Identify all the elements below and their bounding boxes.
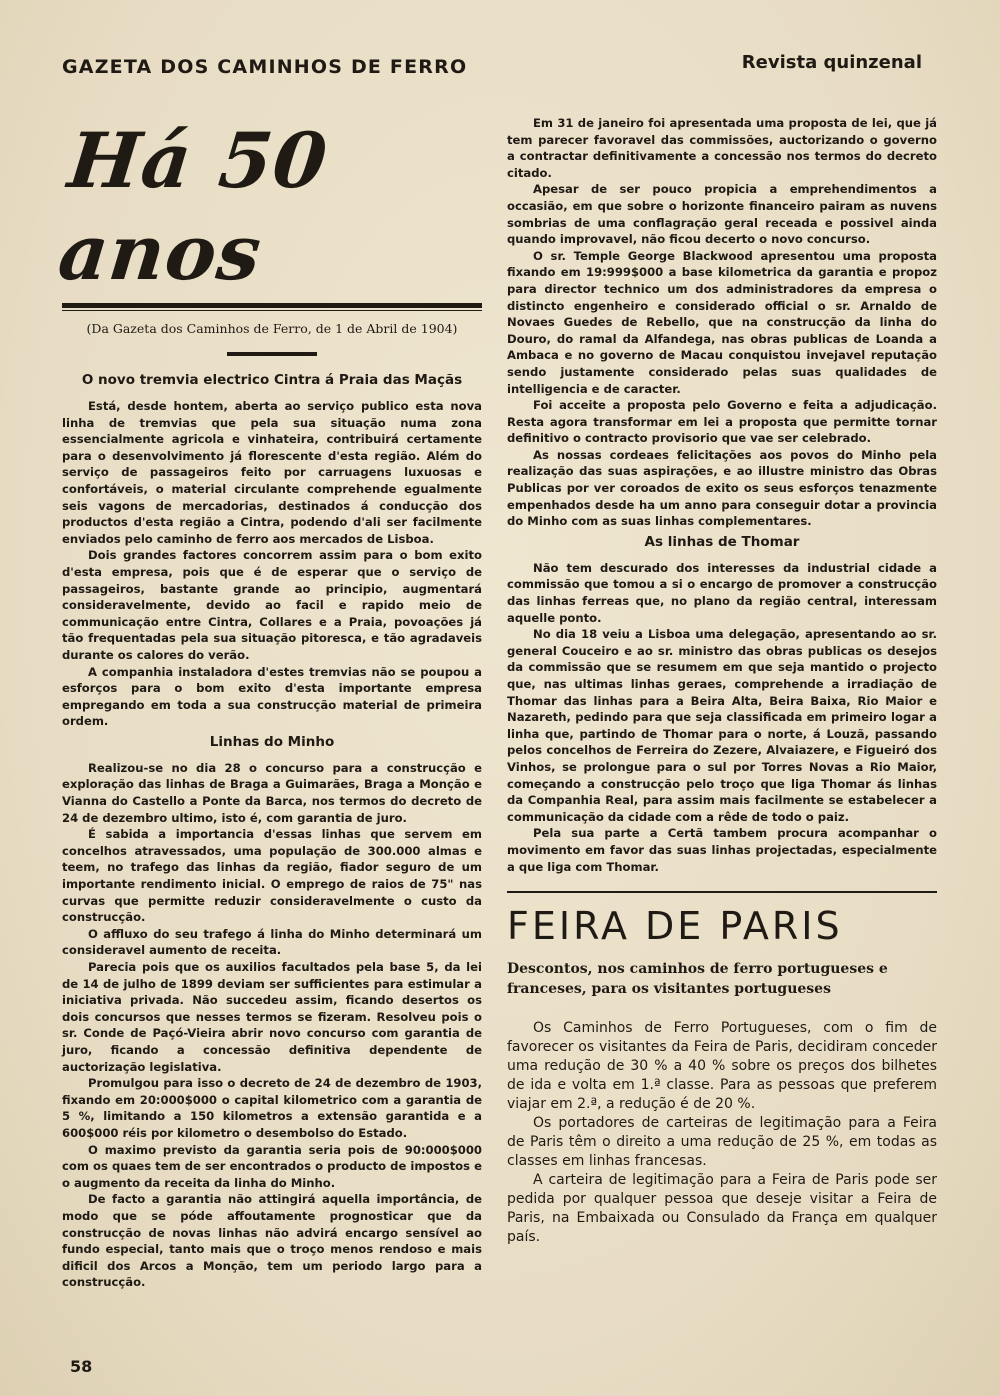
paragraph: Promulgou para isso o decreto de 24 de dezembro de 1903, fixando em 20:000$000 o capital kilometrico com a garantia de 5 %, limitando a 150 kilometros a extensão garantida e a 600$000 réis por kilometro o desembolso do Estado. (62, 1076, 482, 1140)
article-title: Há 50 anos (54, 116, 332, 297)
feira-title: FEIRA DE PARIS (507, 904, 843, 949)
paragraph: No dia 18 veiu a Lisboa uma delegação, apresentando ao sr. general Couceiro e ao sr. ministro das obras publicas os desejos da commissão que se resumem em que seja mantido o projecto que, nas ultimas linhas geraes, comprehende a irradiação de Thomar das linhas para a Beira Alta, Beira Baixa, Rio Maior e Nazareth, pedindo para que seja classificada em primeiro logar a linha que, partindo de Thomar para o norte, á Louzã, passando pelos concelhos de Ferreira do Zezere, Alvaiazere, e Figueiró dos Vinhos, se prolongue para o sul por Torres Novas a Rio Maior, começando a construcção pelo troço que liga Thomar ás linhas da Companhia Real, para assim mais facilmente se estabelecer a communicação da cidade com a rêde de todo o paiz. (507, 627, 937, 824)
feira-paragraph: Os Caminhos de Ferro Portugueses, com o fim de favorecer os visitantes da Feira de Paris, decidiram conceder uma redução de 30 % a 40 % sobre os preços dos bilhetes de ida e volta em 1.ª classe. Para as pessoas que preferem viajar em 2.ª, a redução é de 20 %. (507, 1020, 937, 1113)
section-title-minho: Linhas do Minho (209, 733, 335, 750)
paragraph: As nossas cordeaes felicitações aos povos do Minho pela realização das suas aspirações, e ao illustre ministro das Obras Publicas por ver coroados de exito os seus esforços tenazmente empenhados desde ha um anno para conseguir dotar a provincia do Minho com as suas linhas complementares. (507, 447, 937, 529)
paragraph: De facto a garantia não attingirá aquella importância, de modo que se póde affoutamente prognosticar que da construcção de novas linhas não advirá encargo sensível ao fundo especial, tanto mais que o troço menos rendoso e mais dificil dos Arcos a Monção, tem um periodo largo para a construcção. (62, 1192, 482, 1290)
paragraph: Foi acceite a proposta pelo Governo e feita a adjudicação. Resta agora transformar em lei a proposta que permitte tornar definitivo o contracto provisorio que vae ser celebrado. (507, 398, 937, 446)
section-title-thomar: As linhas de Thomar (644, 533, 800, 550)
paragraph: Apesar de ser pouco propicia a emprehendimentos a occasião, em que sobre o horizonte financeiro pairam as nuvens sombrias de uma conflagração geral receada e possivel ainda quando improvavel, não ficou decerto o novo concurso. (507, 182, 937, 247)
page-number: 58 (70, 1357, 93, 1376)
paragraph: O maximo previsto da garantia seria pois de 90:000$000 com os quaes tem de ser encontrados o producto de impostos e o augmento da receita da linha do Minho. (62, 1142, 482, 1190)
title-rule-thick (62, 303, 482, 308)
paragraph: Em 31 de janeiro foi apresentada uma proposta de lei, que já tem parecer favoravel das commissões, auctorizando o governo a contractar definitivamente a concessão nos termos do decreto citado. (507, 116, 937, 180)
title-rule-thin (62, 310, 482, 311)
feira-paragraph: Os portadores de carteiras de legitimação para a Feira de Paris têm o direito a uma redução de 25 %, em todas as classes em linhas francesas. (507, 1115, 937, 1170)
left-column (54, 115, 482, 1291)
section-title-tremvia: O novo tremvia electrico Cintra á Praia das Maçãs (81, 372, 463, 388)
source-citation: (Da Gazeta dos Caminhos de Ferro, de 1 de Abril de 1904) (86, 321, 458, 336)
paragraph: A companhia instaladora d'estes tremvias não se poupou a esforços para o bom exito d'esta importante empresa empregando em toda a sua construcção material de primeira ordem. (62, 664, 482, 729)
right-column (507, 115, 937, 1247)
paragraph: Não tem descurado dos interesses da industrial cidade a commissão que tomou a si o encargo de promover a construcção das linhas ferreas que, no plano da região central, interessam aquelle ponto. (507, 560, 937, 625)
section-divider (227, 352, 317, 356)
feira-paragraph: A carteira de legitimação para a Feira de Paris pode ser pedida por qualquer pessoa que deseje visitar a Feira de Paris, na Embaixada ou Consulado da França em qualquer país. (507, 1172, 937, 1246)
paragraph: O sr. Temple George Blackwood apresentou uma proposta fixando em 19:999$000 a base kilometrica da garantia e propoz para director technico um dos administradores da empresa o distincto engenheiro e considerado official o sr. Arnaldo de Novaes Guedes de Rebello, que na construcção da linha do Douro, do ramal da Alfandega, nas obras publicas de Loanda a Ambaca e no governo de Macau conquistou invejavel reputação sendo justamente considerado pelas suas qualidades de intelligencia e de caracter. (507, 248, 937, 396)
paragraph: Está, desde hontem, aberta ao serviço publico esta nova linha de tremvias que pela sua situação numa zona essencialmente agricola e vinhateira, contribuirá certamente para o desenvolvimento já florescente d'esta região. Além do serviço de passageiros feito por carruagens luxuosas e confortáveis, o material circulante comprehende egualmente seis vagons de mercadorias, destinados á conducção dos productos d'esta região a Cintra, podendo d'ali ser facilmente enviados pelo caminho de ferro aos mercados de Lisboa. (62, 399, 482, 546)
paragraph: Pela sua parte a Certã tambem procura acompanhar o movimento em favor das suas linhas projectadas, especialmente a que liga com Thomar. (507, 826, 937, 874)
paragraph: Realizou-se no dia 28 o concurso para a construcção e exploração das linhas de Braga a Guimarães, Braga a Monção e Vianna do Castello a Ponte da Barca, nos termos do decreto de 24 de dezembro ultimo, isto é, com garantia de juro. (62, 760, 482, 825)
feira-subtitle: Descontos, nos caminhos de ferro portugueses e franceses, para os visitantes portugueses (507, 961, 888, 998)
periodicity-label: Revista quinzenal (741, 52, 922, 73)
feira-de-paris-notice (507, 891, 937, 1247)
paragraph: Dois grandes factores concorrem assim para o bom exito d'esta empresa, pois que é de esperar que o serviço de passageiros, bastante grande ao principio, augmentará consideravelmente, devido ao facil e rapido meio de communicação entre Cintra, Collares e a Praia, povoações já tão frequentadas pela sua situação pitoresca, e tão agradaveis durante os calores do verão. (62, 548, 482, 662)
paragraph: É sabida a importancia d'essas linhas que servem em concelhos atravessados, uma população de 300.000 almas e teem, no trafego das linhas da região, fiador seguro de um importante rendimento inicial. O emprego de raios de 75" nas curvas que permitte reduzir consideravelmente o custo da construcção. (62, 827, 482, 925)
paragraph: Parecia pois que os auxilios facultados pela base 5, da lei de 14 de julho de 1899 deviam ser sufficientes para estimular a iniciativa privada. Não succedeu assim, ficando desertos os dois concursos que nesses termos se fizeram. Resolveu pois o sr. Conde de Paçó-Vieira abrir novo concurso com garantia de juro, ficando a concessão definitiva dependente de auctorização legislativa. (62, 960, 482, 1074)
paragraph: O affluxo do seu trafego á linha do Minho determinará um consideravel aumento de receita. (62, 926, 482, 958)
publication-title: GAZETA DOS CAMINHOS DE FERRO (62, 56, 468, 78)
